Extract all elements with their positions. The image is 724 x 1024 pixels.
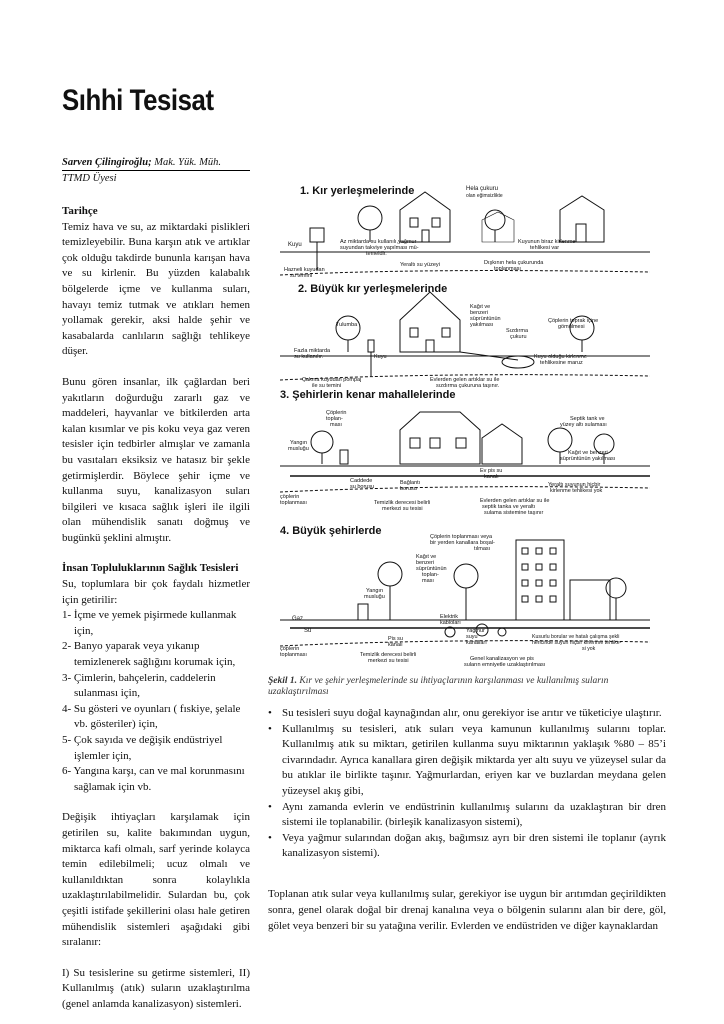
figure-label: Su (304, 628, 312, 634)
figure-label: bir yerden kanallara boşal- (430, 540, 495, 546)
figure-label: si yok (582, 646, 596, 652)
figure-label: sulama sistemine taşınır (484, 510, 544, 516)
figure-label: Kağıt ve (470, 304, 491, 310)
list-item: • Su tesisleri suyu doğal kaynağından alır, onu gerekiyor ise arıtır ve tüketiciye ulaştırır. (268, 706, 666, 722)
figure-label: olan eğimsizlikte (466, 193, 503, 199)
figure-label: çöplerin (280, 646, 300, 652)
figure-panel-1 (280, 185, 650, 279)
figure-label: Elektrik (440, 614, 459, 620)
figure-label: süprüntünün (416, 566, 447, 572)
figure-label: süprüntünün yakılması (560, 456, 616, 462)
figure-label: kanalı (484, 474, 499, 480)
list-item: 6- Yangına karşı, can ve mal korunmasını sağlamak için vb. (62, 765, 245, 793)
history-paragraph-2: Bunu gören insanlar, ilk çağlardan beri yakıtların doğurduğu zararlı gaz ve maddeleri, hayvanlar ve bitkilerden arta kalan kısımlar ve pis koku veya gaz veren tesisler için tedbirler almışlar ve zamanla bu vasıtaları eksiksiz ve hatasız bir şekle getirmişlerdir. Böylece şehir içme ve kullanma suyu, kanalizasyon suları bilgileri ve kısaca sağlık işleri ile ilgili olan mühendislik sanatı doğmuş ve bugünkü şeklini almıştır. (62, 375, 250, 544)
figure-label: Temizlik derecesi belirli (374, 500, 431, 506)
history-paragraph-1: Temiz hava ve su, az miktardaki pislikleri temizleyebilir. Buna karşın atık ve artıklar çok olduğu takdirde bununla karışan hava ve su kirlenir. Bu yüzden kalabalık bölgelerde içme ve kullanma suları, havayı temiz tutmak ve atıkları hemen yollamak gerekir, aksi halde şehir ve kasabalarda canlıların sağlığı tehlikeye düşer. (62, 220, 250, 358)
figure-panel-3 (280, 389, 650, 516)
figure-label: benzeri (470, 310, 489, 316)
figure-label: toplanması (280, 652, 307, 658)
figure-label: Kağıt ve benzeri (568, 450, 608, 456)
figure-label: tehlikesi var (530, 245, 560, 251)
needs-paragraph-4: I) Su tesislerine su getirme sistemleri, II) Kullanılmış (atık) suların uzaklaştırılma (genel anlamda kanalizasyon) sistemleri. (62, 966, 250, 1010)
figure-label: ması (422, 578, 434, 584)
figure-label: su kullanılır. (294, 354, 324, 360)
figure-label: yüzey altı sulaması (560, 422, 607, 428)
figure-label: Çöplerin (326, 410, 347, 416)
figure-label: Septik tank ve (570, 416, 605, 422)
author-block (62, 156, 250, 185)
figure-label: Çöplerin toprak içine (548, 318, 599, 324)
figure-label: gömülmesi (558, 324, 585, 330)
figure-label: yakılması (470, 322, 494, 328)
figure-label: musluğu (364, 594, 385, 600)
figure-label: 2. Büyük kır yerleşmelerinde (298, 283, 448, 295)
figure-label: ile su temini (312, 383, 342, 389)
figure-label: kanalları (466, 640, 487, 646)
list-item: 1- İçme ve yemek pişirmede kullanmak için, (62, 609, 237, 637)
figure-label: merkezi su tesisi (382, 506, 423, 512)
figure-label: süprüntünün (470, 316, 501, 322)
figure-label: Yangın (290, 440, 308, 446)
figure-label: 3. Şehirlerin kenar mahallelerinde (280, 389, 456, 401)
figure-label: Pis su (388, 636, 403, 642)
figure-label: Çöplerin toplanması veya (430, 534, 493, 540)
figure-label: Az miktarda su kullanılı,yağmur (340, 239, 417, 245)
figure-label: Kağıt ve (416, 554, 437, 560)
figure-label: tehlikesine maruz (540, 360, 583, 366)
figure-label: Caddede (350, 478, 373, 484)
figure-label: çukuru (510, 334, 527, 340)
author-name: Sarven Çilingiroğlu; (62, 157, 152, 168)
figure-label: su temini (290, 273, 313, 279)
figure-label: Sızdırma (506, 328, 529, 334)
figure-label: temeldir. (366, 251, 387, 257)
figure-label: Kuyu (288, 242, 302, 248)
author-affiliation: TTMD Üyesi (62, 173, 117, 184)
figure-label: toplanması (494, 266, 521, 272)
figure-label: septik tanka ve yeraltı (482, 504, 536, 510)
figure-label: Gaz (292, 616, 304, 622)
figure-label: Çakma kuyudan pompaj (302, 377, 362, 383)
left-column (62, 204, 250, 1013)
list-item: • Veya yağmur sularından doğan akış, bağımsız ayrı bir dren sistemi ile toplanır (ayrık kanalizasyon sistemi). (268, 831, 666, 862)
history-heading: Tarihçe (62, 205, 98, 217)
figure-label: borusu (400, 486, 417, 492)
figure-label: hericinde suyun hiçbir kirlenme tehlike- (532, 640, 622, 646)
page-title: Sıhhi Tesisat (62, 84, 214, 117)
needs-list (62, 608, 250, 795)
list-item: • Kullanılmış su tesisleri, atık suları veya kamunun kullanılmış sularını toplar. Kullanılmış atık su miktarı, getirilen kullanma suyu miktarının yaklaşık %80 – 85’i civarındadır. Ayrıca kanallara giren değişik miktarda yer altı suyu ve yüzeysel sular da bu atıklar ile birlikte taşınır. Yağmurlardan, eriyen kar ve buzlardan meydana gelen yüzeysel akış gibi, (268, 722, 666, 800)
figure-panel-2 (280, 283, 650, 389)
figure-label: Tulumba (336, 322, 358, 328)
needs-paragraph-3: Değişik ihtiyaçları karşılamak için getirilen su, kalite bakımından uygun, miktarca kafi olmalı, sarf yerinde kolayca temin edilebilmeli; ucuz olmalı ve kullanıldıktan sonra kolaylıkla uzaklaştırılabilmelidir. Sulardan bu, çok çeşitli istifade şekillerini olası hale getiren mühendislik sistemleri aşağıdaki gibi sıralanır: (62, 811, 250, 949)
figure-label: suyu (466, 634, 478, 640)
bottom-paragraph: Toplanan atık sular veya kullanılmış sular, gerekiyor ise uygun bir arıtımdan geçirildikten sonra, genel olarak doğal bir drenaj kanalına veya o bölgenin sularını alan bir dere, göl, gölet veya benzeri bir su yatağına verilir. Evlerden ve endüstriden ve diğer kaynaklardan (268, 888, 666, 933)
figure-label: merkezi su tesisi (368, 658, 409, 664)
figure-label: Yağmur (466, 628, 485, 634)
figure-label: Yangın (366, 588, 384, 594)
figure-label: suların emniyetle uzaklaştırılması (464, 662, 546, 668)
figure-label: Dışkının hela çukurunda (484, 260, 544, 266)
figure-label: tılması (474, 546, 491, 552)
figure-label: Fazla miktarda (294, 348, 331, 354)
figure-label: Evlerden gelen artıklar su ile (430, 377, 500, 383)
figure-label: 4. Büyük şehirlerde (280, 525, 382, 537)
figure-panel-4 (280, 525, 650, 668)
panel-title: 1. Kır yerleşmelerinde (300, 185, 415, 197)
figure-label: toplanması (280, 500, 307, 506)
list-item: 4- Su gösteri ve oyunları ( fıskiye, şelale vb. gösteriler) için, (62, 702, 241, 731)
figure-label: Kuyunun biraz kirlenme (518, 239, 576, 245)
figure-label: musluğu (288, 446, 309, 452)
author-role: Mak. Yük. Müh. (154, 157, 221, 168)
figure-label: kabloları (440, 620, 461, 626)
figure-label: toplan- (422, 572, 439, 578)
figure-illustration (270, 180, 670, 670)
list-item: • Aynı zamanda evlerin ve endüstrinin kullanılmış sularını da uzaklaştıran bir dren sistemi ile toplanabilir. (birleşik kanalizasyon sistemi), (268, 800, 666, 831)
figure-label: sızdırma çukuruna taşınır. (436, 383, 500, 389)
figure-label: Kuyu olduğu kirlenme (534, 354, 587, 360)
figure-label: Ev pis su (480, 468, 503, 474)
figure-label: çöplerin (280, 494, 300, 500)
figure-caption (268, 676, 668, 698)
figure-label: Yeraltı suyunun hiçbir (548, 482, 601, 488)
figure-label: Temizlik derecesi belirli (360, 652, 417, 658)
figure-label: Evlerden gelen artıklar su ile (480, 498, 550, 504)
list-item: 2- Banyo yaparak veya yıkanıp temizlenerek sağlığını korumak için, (62, 640, 236, 669)
figure-label: suyundan takviye yapılması mü- (340, 245, 419, 251)
figure-label: kirlenme tehlikesi yok (550, 488, 603, 494)
author-rule (62, 170, 250, 171)
figure-label: Yeraltı su yüzeyi (400, 262, 440, 268)
figure-label: Hela çukuru (466, 186, 499, 192)
figure-label: Kuyu (374, 354, 387, 360)
figure-label: Bağlantı (400, 480, 421, 486)
list-item: 3- Çimlerin, bahçelerin, caddelerin sulanması için, (62, 671, 216, 700)
needs-intro: Su, toplumlara bir çok faydalı hizmetler için getirilir: (62, 578, 250, 606)
figure-label: toplan- (326, 416, 343, 422)
caption-text: Kır ve şehir yerleşmelerinde su ihtiyaçlarının karşılanması ve kullanılmış suların uzaklaştırılması (268, 676, 609, 697)
bullet-list (268, 706, 666, 862)
figure-label: Kusurlu borular ve hatalı çalışma şekli (532, 634, 620, 640)
list-item: 5- Çok sayıda ve değişik endüstriyel işlemler için, (62, 734, 223, 762)
figure-label: su borusu (350, 484, 375, 490)
figure-label: Genel kanalizasyon ve pis (470, 656, 534, 662)
figure-label: kanalı (388, 642, 403, 648)
needs-heading: İnsan Topluluklarının Sağlık Tesisleri (62, 562, 239, 575)
figure-label: Hazneli kuyudan (284, 267, 325, 273)
figure-label: ması (330, 422, 342, 428)
figure-label: benzeri (416, 560, 435, 566)
caption-label: Şekil 1. (268, 676, 298, 686)
